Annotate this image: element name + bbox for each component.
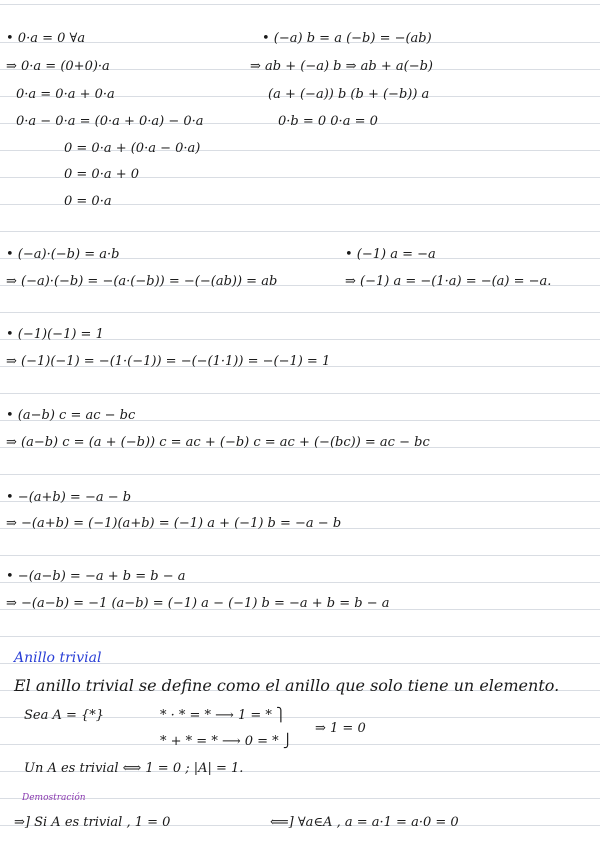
s2-right-1: • (−1) a = −a: [345, 247, 436, 262]
s6-line-1: • −(a−b) = −a + b = b − a: [6, 569, 186, 584]
s3-line-2: ⇒ (−1)(−1) = −(1·(−1)) = −(−(1·1)) = −(−1) = 1: [6, 354, 331, 369]
right-line-4: 0·b = 0 0·a = 0: [278, 114, 378, 129]
demostracion-label: Demostración: [22, 793, 86, 803]
s5-line-2: ⇒ −(a+b) = (−1)(a+b) = (−1) a + (−1) b = −a − b: [6, 516, 342, 531]
left-line-2: ⇒ 0·a = (0+0)·a: [6, 59, 110, 74]
proof-left: ⇒] Si A es trivial , 1 = 0: [14, 815, 171, 830]
s6-line-2: ⇒ −(a−b) = −1 (a−b) = (−1) a − (−1) b = −a + b = b − a: [6, 596, 390, 611]
s5-line-1: • −(a+b) = −a − b: [6, 490, 132, 505]
right-line-1: • (−a) b = a (−b) = −(ab): [262, 31, 432, 46]
left-line-4: 0·a − 0·a = (0·a + 0·a) − 0·a: [16, 114, 204, 129]
left-line-6: 0 = 0·a + 0: [64, 167, 140, 182]
right-line-2: ⇒ ab + (−a) b ⇒ ab + a(−b): [250, 59, 433, 74]
s4-line-1: • (a−b) c = ac − bc: [6, 408, 136, 423]
implies-one-zero: ⇒ 1 = 0: [315, 721, 366, 736]
op-mult-line: * · * = * ⟶ 1 = * ⎫: [160, 708, 286, 723]
s2-right-2: ⇒ (−1) a = −(1·a) = −(a) = −a.: [345, 274, 552, 289]
left-line-1: • 0·a = 0 ∀a: [6, 31, 86, 46]
left-line-3: 0·a = 0·a + 0·a: [16, 87, 115, 102]
sea-a-line: Sea A = {*}: [24, 708, 105, 723]
definition-line: El anillo trivial se define como el anillo que solo tiene un elemento.: [14, 676, 560, 695]
right-line-3: (a + (−a)) b (b + (−b)) a: [268, 87, 430, 102]
s3-line-1: • (−1)(−1) = 1: [6, 327, 104, 342]
left-line-5: 0 = 0·a + (0·a − 0·a): [64, 141, 201, 156]
heading-anillo-trivial: Anillo trivial: [14, 650, 102, 666]
s4-line-2: ⇒ (a−b) c = (a + (−b)) c = ac + (−b) c = ac + (−(bc)) = ac − bc: [6, 435, 430, 450]
s2-left-1: • (−a)·(−b) = a·b: [6, 247, 120, 262]
left-line-7: 0 = 0·a: [64, 194, 112, 209]
op-sum-line: * + * = * ⟶ 0 = * ⎭: [160, 734, 293, 749]
un-a-line: Un A es trivial ⟺ 1 = 0 ; |A| = 1.: [24, 761, 244, 776]
proof-right: ⟸] ∀a∈A , a = a·1 = a·0 = 0: [270, 815, 459, 830]
s2-left-2: ⇒ (−a)·(−b) = −(a·(−b)) = −(−(ab)) = ab: [6, 274, 278, 289]
